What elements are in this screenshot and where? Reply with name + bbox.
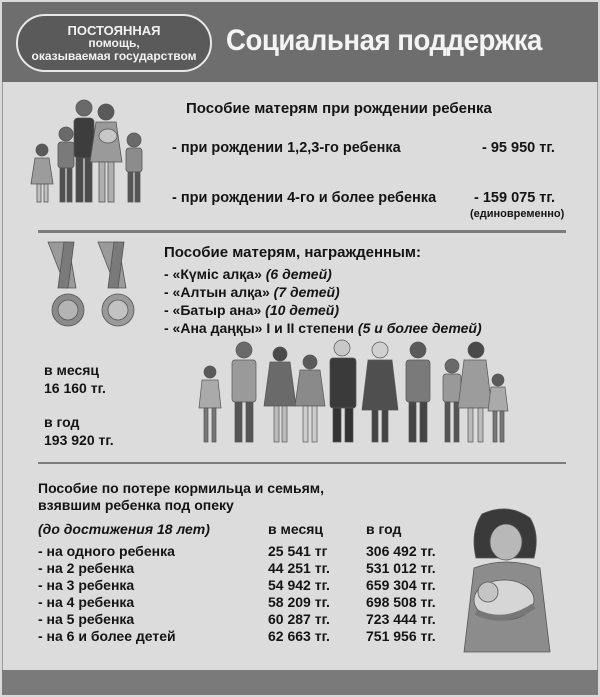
birth-row-2-value: - 159 075 тг. xyxy=(474,190,556,206)
table-row-month: 54 942 тг. xyxy=(268,577,330,593)
table-row-year: 698 508 тг. xyxy=(366,594,436,610)
award-detail: (10 детей) xyxy=(265,302,339,318)
birth-benefit-title: Пособие матерям при рождении ребенка xyxy=(186,100,492,117)
award-detail: (7 детей) xyxy=(273,284,340,300)
monthly-value: 16 160 тг. xyxy=(44,380,106,396)
large-family-illustration xyxy=(192,336,512,446)
page-title: Социальная поддержка xyxy=(226,24,542,57)
award-name: - «Күміс алқа» xyxy=(164,266,262,282)
table-row-month: 60 287 тг. xyxy=(268,611,330,627)
table-row-month: 58 209 тг. xyxy=(268,594,330,610)
birth-row-2-label: - при рождении 4-го и более ребенка xyxy=(172,190,437,206)
section-divider-2 xyxy=(38,462,566,464)
table-row-year: 306 492 тг. xyxy=(366,543,436,559)
table-row-label: - на 4 ребенка xyxy=(38,594,135,610)
family-illustration xyxy=(26,96,166,216)
medals-icon xyxy=(44,240,144,336)
award-item-3 xyxy=(164,302,339,318)
award-item-1 xyxy=(164,266,332,282)
table-row-year: 751 956 тг. xyxy=(366,628,436,644)
table-row-year: 531 012 тг. xyxy=(366,560,436,576)
badge-line-1: ПОСТОЯННАЯ xyxy=(67,22,161,38)
awarded-mothers-title: Пособие матерям, награжденным: xyxy=(164,244,421,261)
survivor-title-line1: Пособие по потере кормильца и семьям, xyxy=(38,480,325,496)
survivor-title-line2: взявшим ребенка под опеку xyxy=(38,497,234,513)
table-row-label: - на 5 ребенка xyxy=(38,611,135,627)
table-row-month: 44 251 тг. xyxy=(268,560,330,576)
header-badge xyxy=(16,14,212,72)
birth-note: (единовременно) xyxy=(470,208,565,220)
column-month-header: в месяц xyxy=(268,521,324,537)
table-row-month: 25 541 тг xyxy=(268,543,328,559)
award-name: - «Ана даңқы» I и II степени xyxy=(164,320,355,336)
table-row-label: - на одного ребенка xyxy=(38,543,175,559)
table-row-label: - на 6 и более детей xyxy=(38,628,176,644)
table-row-year: 659 304 тг. xyxy=(366,577,436,593)
monthly-label: в месяц xyxy=(44,362,100,378)
table-row-year: 723 444 тг. xyxy=(366,611,436,627)
table-row-label: - на 3 ребенка xyxy=(38,577,135,593)
birth-row-1-label: - при рождении 1,2,3-го ребенка xyxy=(172,140,401,156)
mother-with-baby-illustration xyxy=(454,508,564,654)
award-detail: (5 и более детей) xyxy=(357,320,482,336)
yearly-label: в год xyxy=(44,414,80,430)
table-row-month: 62 663 тг. xyxy=(268,628,330,644)
award-detail: (6 детей) xyxy=(265,266,332,282)
award-item-2 xyxy=(164,284,340,300)
column-year-header: в год xyxy=(366,521,402,537)
award-item-4 xyxy=(164,320,482,336)
award-name: - «Алтын алқа» xyxy=(164,284,270,300)
badge-line-2: помощь, xyxy=(88,35,140,50)
section-divider-1 xyxy=(38,230,566,233)
award-name: - «Батыр ана» xyxy=(164,302,262,318)
birth-row-1-value: - 95 950 тг. xyxy=(482,140,555,156)
badge-line-3: оказываемая государством xyxy=(31,48,197,63)
header-bar xyxy=(2,2,598,82)
footer-bar xyxy=(2,670,598,695)
table-row-label: - на 2 ребенка xyxy=(38,560,135,576)
age-note: (до достижения 18 лет) xyxy=(38,521,210,537)
yearly-value: 193 920 тг. xyxy=(44,432,114,448)
